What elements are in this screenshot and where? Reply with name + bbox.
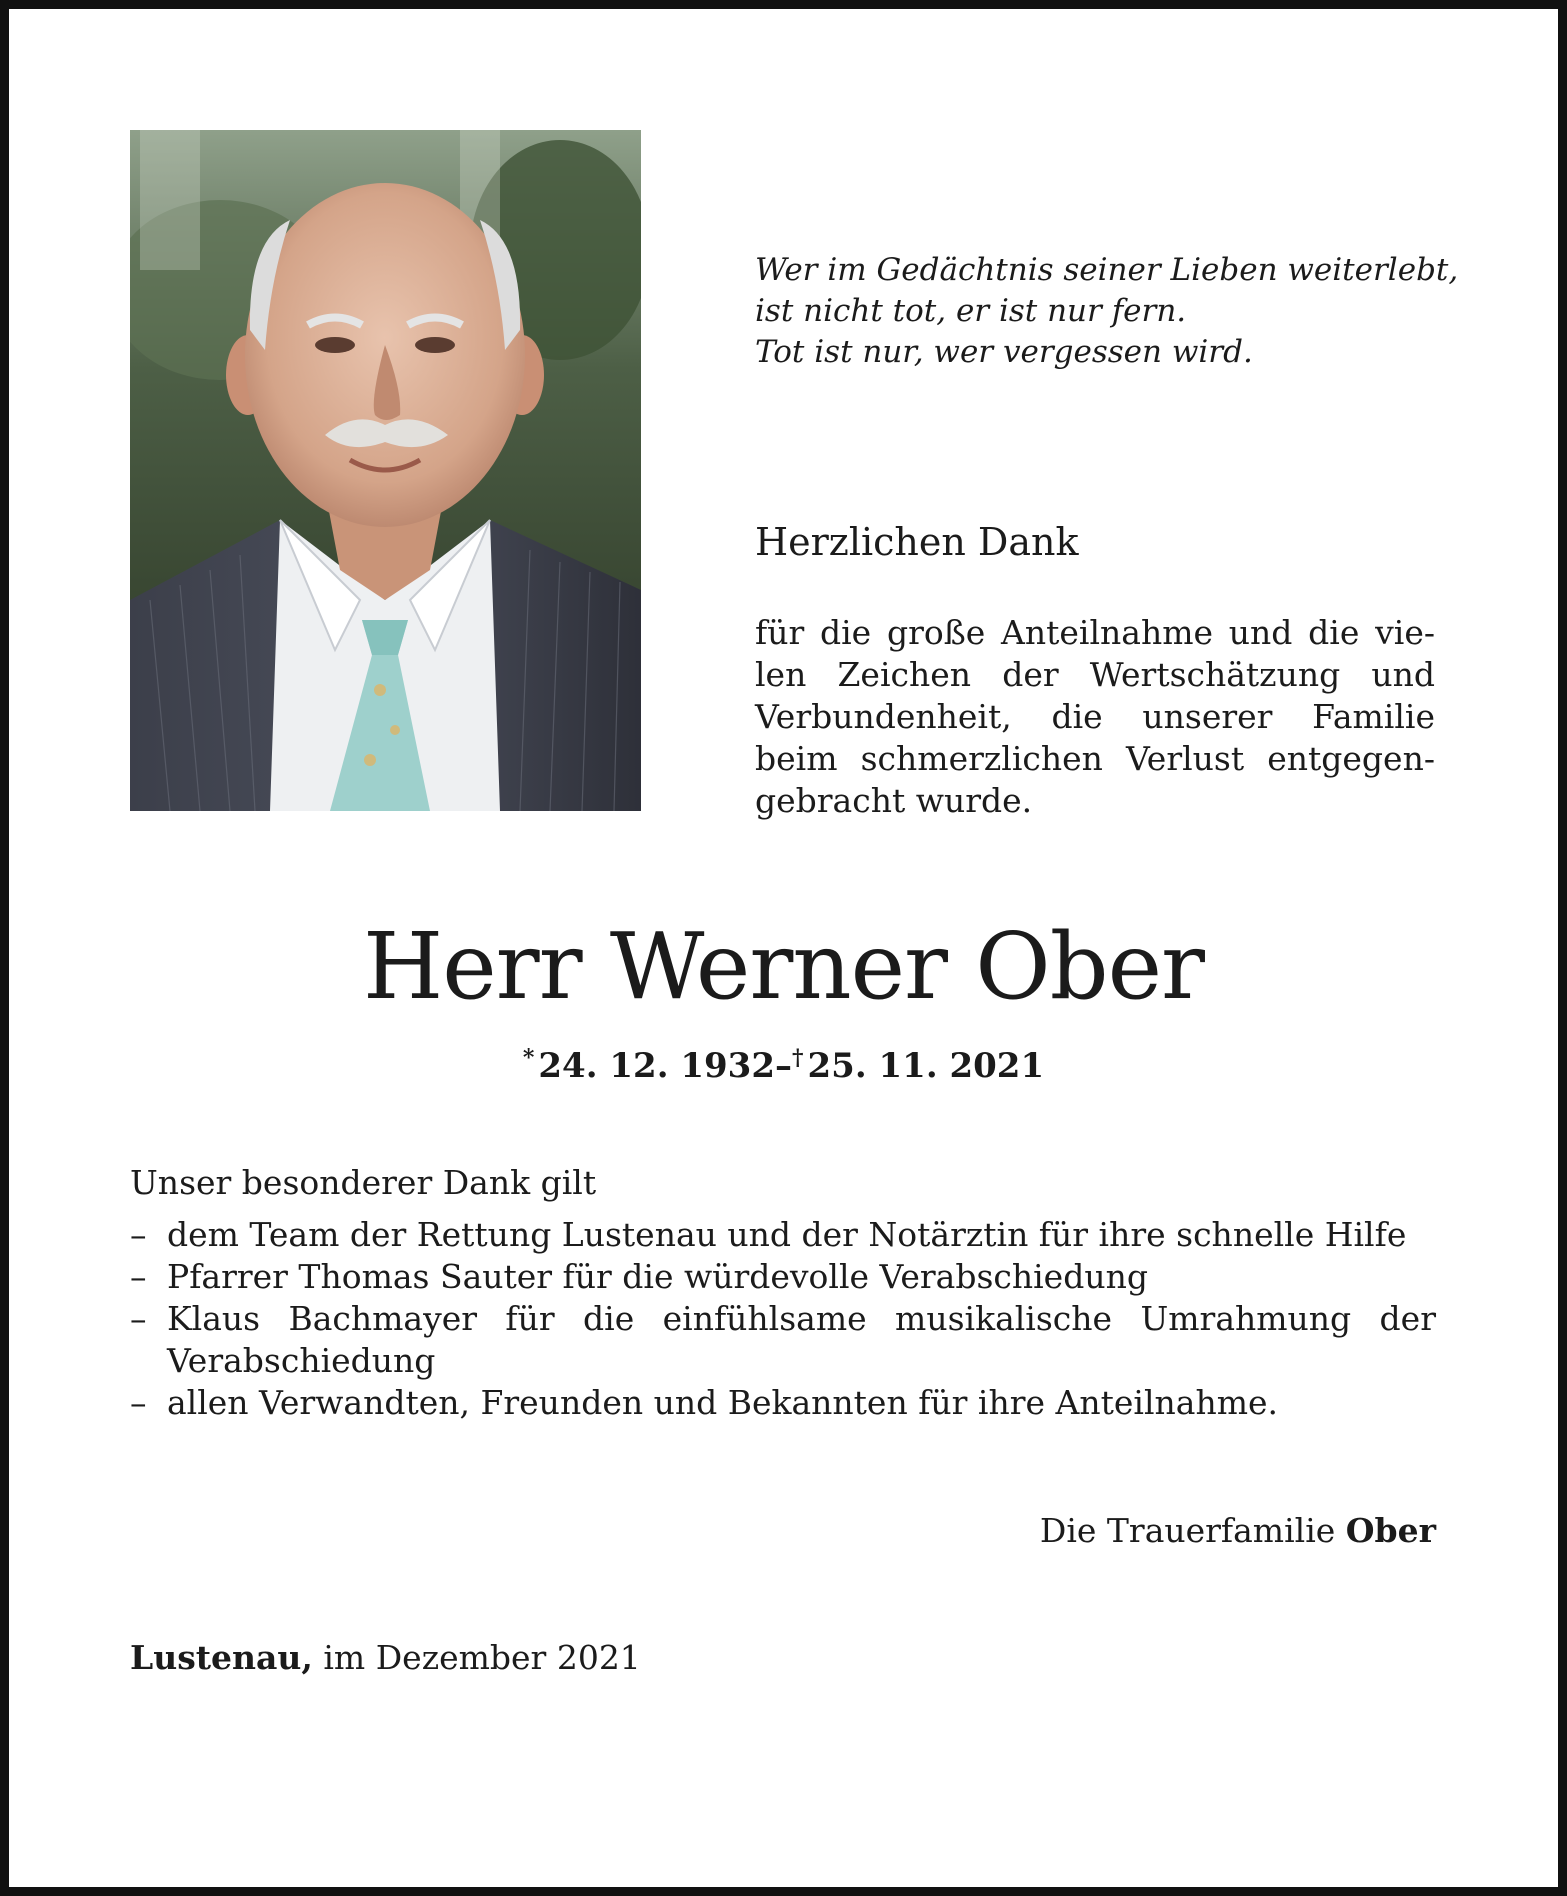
thanks-heading: Herzlichen Dank <box>755 520 1079 564</box>
special-thanks-list <box>130 1214 1436 1424</box>
date-separator: – <box>775 1046 792 1086</box>
portrait-illustration <box>130 130 641 811</box>
portrait-photo <box>130 130 641 811</box>
death-symbol: † <box>792 1045 804 1071</box>
place-date <box>130 1637 641 1679</box>
list-item-text: Pfarrer Thomas Sauter für die würdevolle Verabschiedung <box>167 1257 1148 1296</box>
place-town: Lustenau, <box>130 1638 313 1677</box>
list-dash: – <box>130 1383 147 1422</box>
birth-date: 24. 12. 1932 <box>538 1046 775 1086</box>
thanks-line: Verbundenheit, die unserer Familie <box>755 697 1435 736</box>
memorial-quote <box>755 250 1475 373</box>
thanks-line: len Zeichen der Wertschätzung und <box>755 655 1435 694</box>
thanks-line: gebracht wurde. <box>755 781 1033 820</box>
signature-family: Ober <box>1345 1511 1436 1550</box>
quote-line: ist nicht tot, er ist nur fern. <box>755 293 1187 329</box>
list-item-text: allen Verwandten, Freunden und Bekannten für ihre Anteilnahme. <box>167 1383 1279 1422</box>
quote-line: Tot ist nur, wer vergessen wird. <box>755 334 1253 370</box>
deceased-name: Herr Werner Ober <box>362 913 1205 1020</box>
life-dates <box>0 1036 1567 1088</box>
list-dash: – <box>130 1215 147 1254</box>
list-item-text: Klaus Bachmayer für die einfühlsame musikalische Umrahmung der Verabschiedung <box>167 1299 1436 1380</box>
list-item <box>130 1256 1436 1298</box>
thanks-text <box>755 612 1435 822</box>
signature <box>1040 1510 1436 1552</box>
death-date: 25. 11. 2021 <box>807 1046 1045 1086</box>
list-dash: – <box>130 1257 147 1296</box>
quote-line: Wer im Gedächtnis seiner Lieben weiterlebt, <box>755 252 1459 288</box>
thanks-line: für die große Anteilnahme und die vie- <box>755 613 1435 652</box>
place-date-text: im Dezember 2021 <box>323 1638 641 1677</box>
birth-symbol: * <box>522 1045 535 1071</box>
signature-prefix: Die Trauerfamilie <box>1039 1511 1336 1550</box>
list-item-text: dem Team der Rettung Lustenau und der Notärztin für ihre schnelle Hilfe <box>167 1215 1407 1254</box>
list-item <box>130 1298 1436 1382</box>
list-item <box>130 1382 1436 1424</box>
thanks-line: beim schmerzlichen Verlust entgegen- <box>755 739 1435 778</box>
special-thanks-intro: Unser besonderer Dank gilt <box>130 1163 597 1202</box>
list-item <box>130 1214 1436 1256</box>
list-dash: – <box>130 1299 147 1338</box>
